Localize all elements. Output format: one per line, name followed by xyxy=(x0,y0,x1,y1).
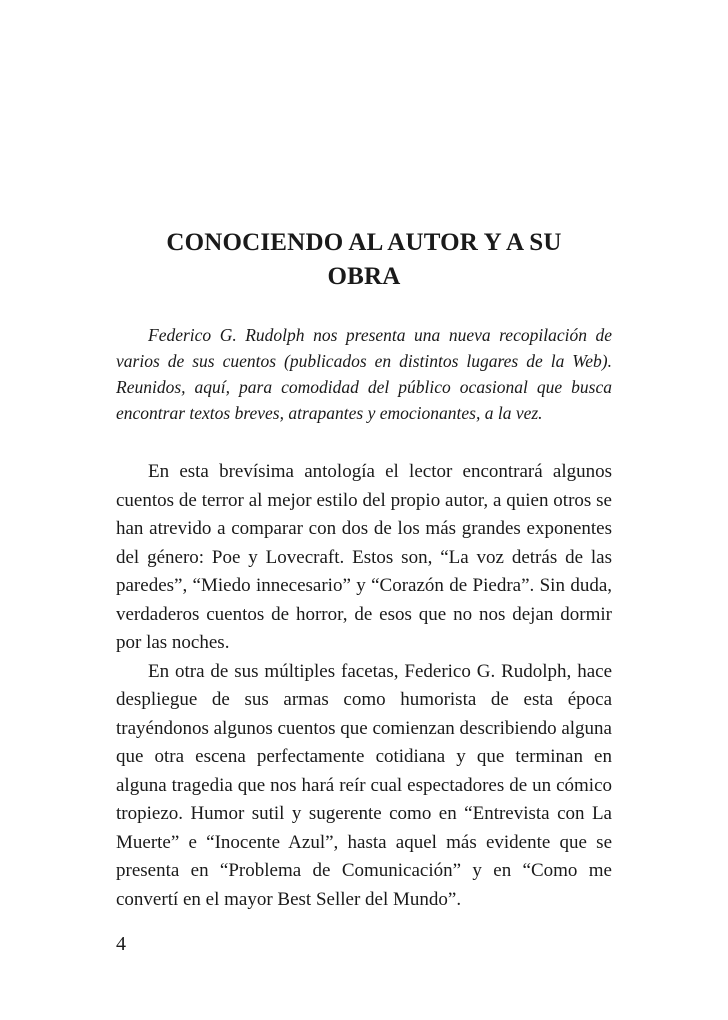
intro-paragraph: Federico G. Rudolph nos presenta una nueva recopilación de varios de sus cuentos (publicados en distintos lugares de la Web). Reunidos, aquí, para comodidad del público ocasional que busca encontrar textos breves, atrapantes y emocionantes, a la vez. xyxy=(116,325,612,423)
page-title xyxy=(116,226,612,294)
title-line-2: OBRA xyxy=(327,263,401,290)
title-line-1: CONOCIENDO AL AUTOR Y A SU xyxy=(166,229,562,256)
body-text xyxy=(116,458,612,914)
page-number: 4 xyxy=(116,933,126,955)
body-paragraph-1: En esta brevísima antología el lector encontrará algunos cuentos de terror al mejor estilo del propio autor, a quien otros se han atrevido a comparar con dos de los más grandes exponentes del género: Poe y Lovecraft. Estos son, “La voz detrás de las paredes”, “Miedo innecesario” y “Corazón de Piedra”. Sin duda, verdaderos cuentos de horror, de esos que no nos dejan dormir por las noches. xyxy=(116,461,612,653)
body-paragraph-2: En otra de sus múltiples facetas, Federico G. Rudolph, hace despliegue de sus armas como humorista de esta época trayéndonos algunos cuentos que comienzan describiendo alguna que otra escena perfectamente cotidiana y que terminan en alguna tragedia que nos hará reír cual espectadores de un cómico tropiezo. Humor sutil y sugerente como en “Entrevista con La Muerte” e “Inocente Azul”, hasta aquel más evidente que se presenta en “Problema de Comunicación” y en “Como me convertí en el mayor Best Seller del Mundo”. xyxy=(116,660,612,910)
